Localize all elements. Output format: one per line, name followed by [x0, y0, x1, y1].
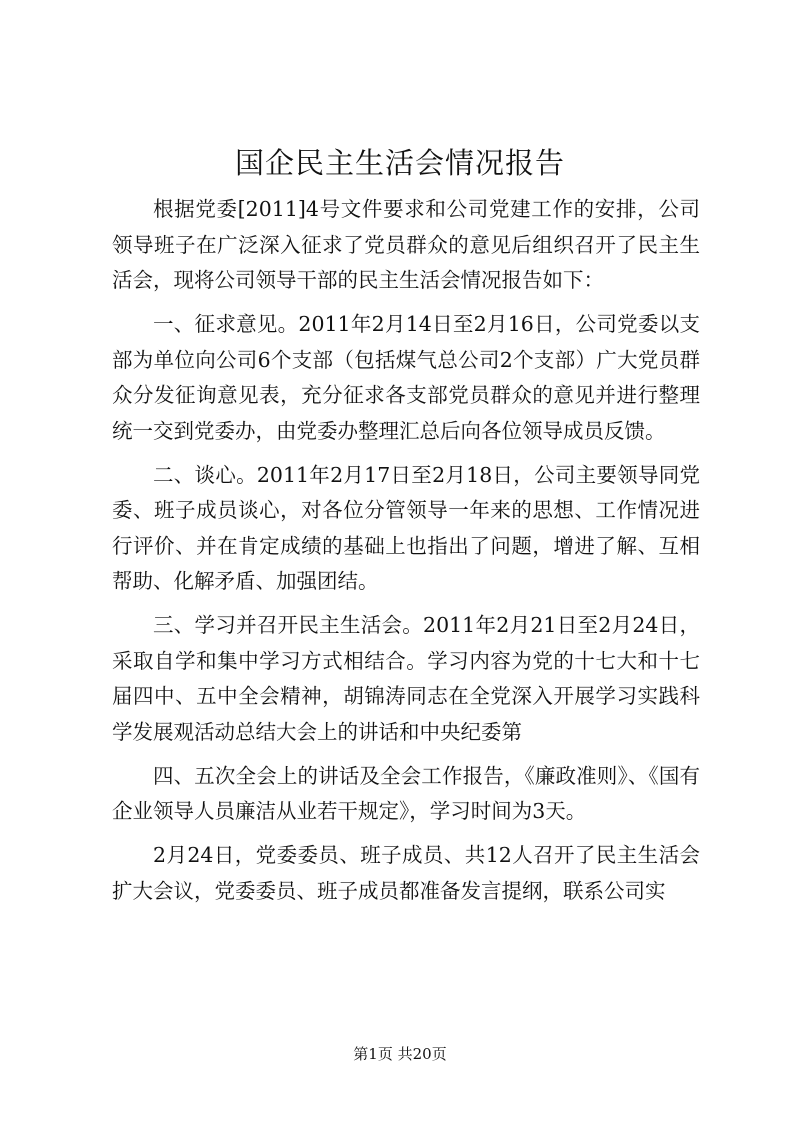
document-title: 国企民主生活会情况报告: [234, 146, 565, 180]
paragraph-intro: 根据党委[2011]4号文件要求和公司党建工作的安排，公司领导班子在广泛深入征求了党员群众的意见后组织召开了民主生活会，现将公司领导干部的民主生活会情况报告如下：: [112, 197, 700, 292]
paragraph-heart-to-heart: 二、谈心。2011年2月17日至2月18日，公司主要领导同党委、班子成员谈心，对各位分管领导一年来的思想、工作情况进行评价、并在肯定成绩的基础上也指出了问题，增进了解、互相帮助、化解矛盾、加强团结。: [112, 462, 700, 593]
paragraph-study-content: 四、五次全会上的讲话及全会工作报告，《廉政准则》、《国有企业领导人员廉洁从业若干规定》，学习时间为3天。: [112, 763, 700, 823]
paragraph-study-meeting: 三、学习并召开民主生活会。2011年2月21日至2月24日，采取自学和集中学习方式相结合。学习内容为党的十七大和十七届四中、五中全会精神，胡锦涛同志在全党深入开展学习实践科学发展观活动总结大会上的讲话和中央纪委第: [112, 613, 700, 744]
page-number: 第1页 共20页: [353, 1045, 447, 1063]
paragraph-solicit-opinions: 一、征求意见。2011年2月14日至2月16日，公司党委以支部为单位向公司6个支部（包括煤气总公司2个支部）广大党员群众分发征询意见表，充分征求各支部党员群众的意见并进行整理统一交到党委办，由党委办整理汇总后向各位领导成员反馈。: [112, 312, 700, 443]
paragraph-enlarged-meeting: 2月24日，党委委员、班子成员、共12人召开了民主生活会扩大会议，党委委员、班子成员都准备发言提纲，联系公司实: [112, 843, 700, 903]
document-body: [112, 192, 700, 909]
